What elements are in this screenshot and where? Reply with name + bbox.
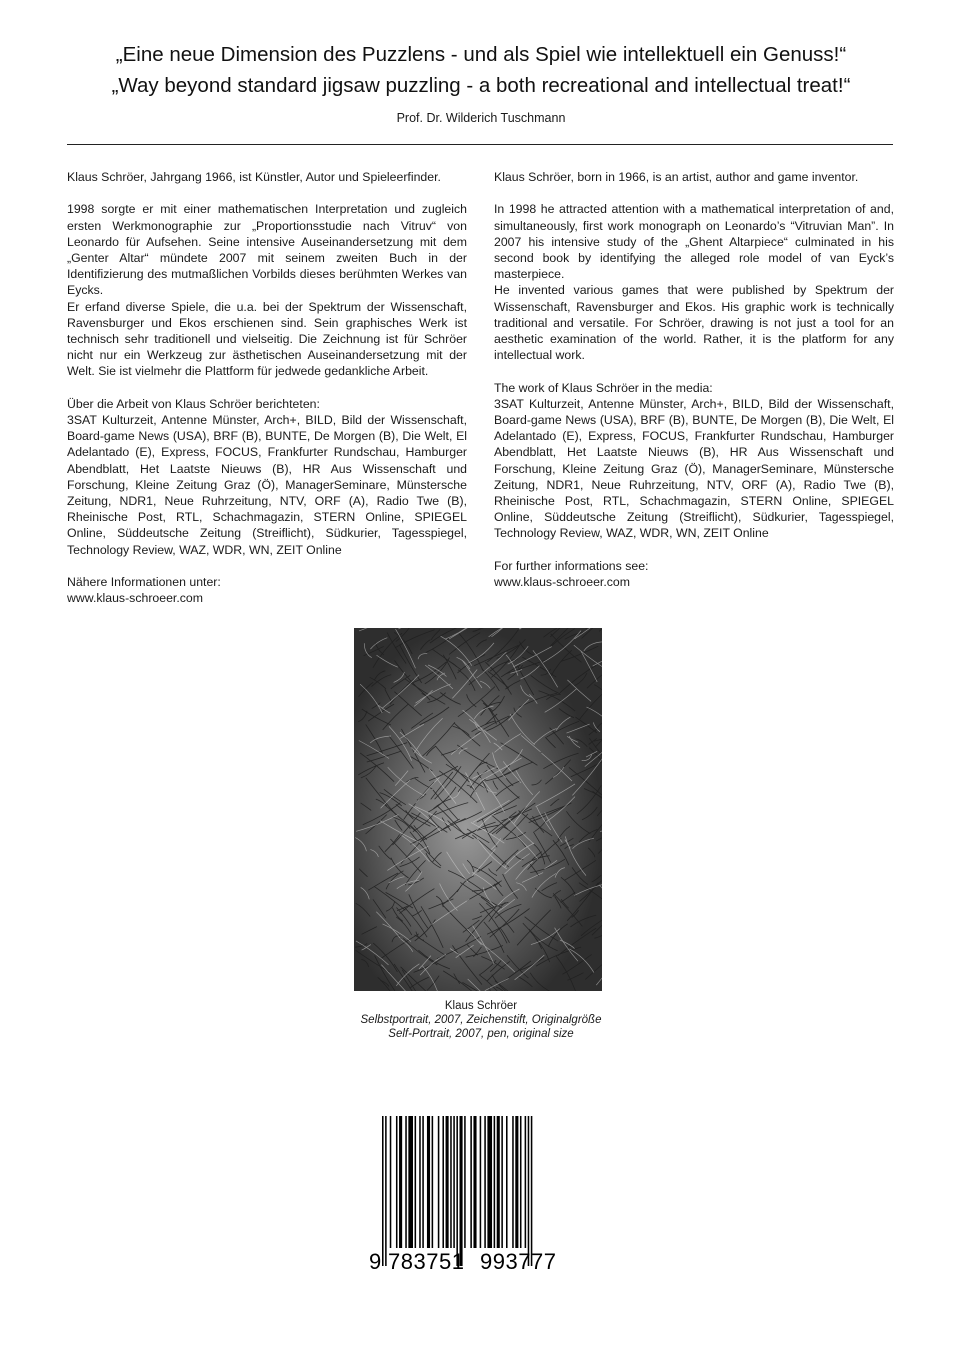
barcode-bar [464, 1116, 466, 1248]
barcode-bar [520, 1116, 522, 1248]
barcode-bar [506, 1116, 508, 1248]
bio-career: In 1998 he attracted attention with a mathematical interpretation of and, simultaneously, first work monograph on Leonardo’s “Vitruvian Man”. In 2007 his intensive study of the „Ghent Altarpiece“ culminated in his second book by identifying the alleged role model of van Eyck’s masterpiece. [494, 202, 894, 282]
barcode-bar [442, 1116, 444, 1248]
quote-german: „Eine neue Dimension des Puzzlens - und als Spiel wie intellektuell ein Genuss!“ [115, 43, 847, 66]
caption-title-german: Selbstportrait, 2007, Zeichenstift, Originalgröße [360, 1014, 602, 1026]
media-heading: Über die Arbeit von Klaus Schröer berichteten: [67, 396, 320, 411]
bio-german-column [67, 169, 467, 606]
barcode-bar [422, 1116, 424, 1248]
website-link[interactable]: www.klaus-schroeer.com [67, 591, 203, 606]
barcode-bar [382, 1116, 384, 1266]
bio-intro: Klaus Schröer, born in 1966, is an artist, author and game inventor. [494, 170, 859, 184]
caption-artist: Klaus Schröer [444, 1000, 518, 1012]
barcode-right-digits: 993777 [480, 1249, 556, 1274]
barcode-bar [494, 1116, 496, 1248]
website-link[interactable]: www.klaus-schroeer.com [494, 575, 630, 590]
barcode-bar [460, 1116, 463, 1266]
barcode-bar [399, 1116, 402, 1248]
media-heading: The work of Klaus Schröer in the media: [494, 380, 713, 395]
bio-games: He invented various games that were published by Spektrum der Wissenschaft, Ravensburger and Ekos. His graphic work is technically traditional and versatile. For Schröer, drawing is not just a tool for an aesthetic examination of the world. Rather, it is the platform for any intellectual work. [494, 283, 894, 363]
quote-english: „Way beyond standard jigsaw puzzling - a both recreational and intellectual treat!“ [111, 74, 851, 97]
bio-games: Er erfand diverse Spiele, die u.a. bei der Spektrum der Wissenschaft, Ravensburger und Ekos erschienen sind. Sein graphisches Werk ist technisch sehr traditionell und vielseitig. Die Zeichnung ist für Schröer nicht nur ein Werkzeug zur ästhetischen Auseinandersetzung mit der Welt. Sie ist vielmehr die Plattform für jedwede gedankliche Arbeit. [67, 299, 467, 379]
barcode-bar [396, 1116, 398, 1248]
barcode-bar [531, 1116, 533, 1266]
barcode-bar [432, 1116, 434, 1248]
barcode-bar [456, 1116, 458, 1266]
barcode-bar [525, 1116, 527, 1248]
barcode-bar [453, 1116, 455, 1248]
self-portrait-drawing [354, 628, 602, 991]
barcode-bar [427, 1116, 430, 1248]
bio-intro: Klaus Schröer, Jahrgang 1966, ist Künstler, Autor und Spieleerfinder. [67, 170, 441, 184]
barcode-bar [438, 1116, 440, 1248]
divider [67, 144, 893, 145]
barcode-prefix-digit: 9 [369, 1249, 382, 1274]
quote-author: Prof. Dr. Wilderich Tuschmann [396, 111, 566, 125]
media-list: 3SAT Kulturzeit, Antenne Münster, Arch+, BILD, Bild der Wissenschaft, Board-game News (USA), BRF (B), BUNTE, De Morgen (B), Die Welt, El Adelantado (E), Express, FOCUS, Frankfurter Rundschau, Hamburger Abendblatt, Het Laatste Nieuws (B), HR Aus Wissenschaft und Forschung, Kleine Zeitung Graz (Ö), ManagerSeminare, Münstersche Zeitung, NDR1, Neue Ruhrzeitung, NTV, ORF (A), Radio Twe (B), Rheinische Post, RTL, Schachmagazin, STERN Online, SPIEGEL Online, Süddeutsche Zeitung (Streiflicht), Südkurier, Tagesspiegel, Technology Review, WAZ, WDR, WN, ZEIT Online [67, 413, 467, 557]
bio-english-column [494, 169, 894, 590]
barcode-bar [528, 1116, 530, 1266]
bio-career: 1998 sorgte er mit einer mathematischen Interpretation und zugleich ersten Werkmonographie zur „Proportionsstudie nach Vitruv“ von Leonardo für Aufsehen. Seine intensive Auseinandersetzung mit dem „Genter Altar“ mündete 2007 mit seinem zweiten Buch in der Identifizierung des mutmaßlichen Vorbilds dieses berühmten Werkes van Eycks. [67, 202, 467, 298]
barcode-bar [515, 1116, 518, 1248]
barcode-bar [450, 1116, 452, 1248]
barcode-bar [408, 1116, 413, 1248]
barcode-bar [405, 1116, 407, 1248]
barcode-left-digits: 783751 [388, 1249, 464, 1274]
barcode-bar [415, 1116, 417, 1248]
caption-title-english: Self-Portrait, 2007, pen, original size [388, 1028, 574, 1040]
barcode-bar [512, 1116, 514, 1248]
barcode-bar [497, 1116, 500, 1248]
barcode-bar [487, 1116, 492, 1248]
barcode-bar [385, 1116, 387, 1266]
barcode-bar [419, 1116, 421, 1248]
info-heading: Nähere Informationen unter: [67, 575, 221, 590]
barcode-bar [390, 1116, 392, 1248]
isbn-barcode [366, 1114, 572, 1274]
info-heading: For further informations see: [494, 558, 649, 573]
media-list: 3SAT Kulturzeit, Antenne Münster, Arch+, BILD, Bild der Wissenschaft, Board-game News (USA), BRF (B), BUNTE, De Morgen (B), Die Welt, El Adelantado (E), Express, FOCUS, Frankfurter Rundschau, Hamburger Abendblatt, Het Laatste Nieuws (B), HR Aus Wissenschaft und Forschung, Kleine Zeitung Graz (Ö), ManagerSeminare, Münstersche Zeitung, NDR1, Neue Ruhrzeitung, NTV, ORF (A), Radio Twe (B), Rheinische Post, RTL, Schachmagazin, STERN Online, SPIEGEL Online, Süddeutsche Zeitung (Streiflicht), Südkurier, Tagesspiegel, Technology Review, WAZ, WDR, WN, ZEIT Online [494, 396, 894, 541]
barcode-bar [480, 1116, 482, 1248]
barcode-bar [484, 1116, 486, 1248]
barcode-bar [470, 1116, 472, 1248]
barcode-bar [501, 1116, 503, 1248]
barcode-bar [473, 1116, 476, 1248]
barcode-bar [446, 1116, 449, 1248]
